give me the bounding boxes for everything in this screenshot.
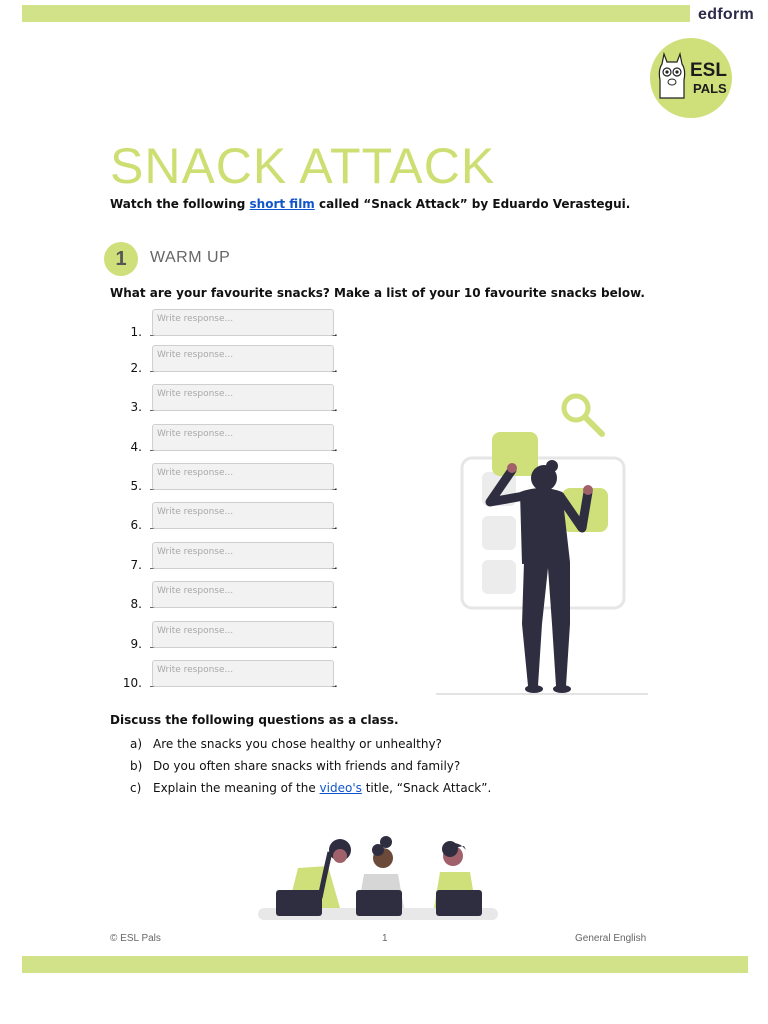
response-row xyxy=(110,309,350,339)
response-row xyxy=(110,660,350,690)
response-period: . xyxy=(334,440,338,454)
response-period: . xyxy=(334,676,338,690)
footer-copyright: © ESL Pals xyxy=(110,933,161,944)
people-with-laptops-illustration xyxy=(228,828,528,928)
response-number: 8. xyxy=(130,597,142,611)
response-number: 10. xyxy=(122,676,142,690)
question-text: Are the snacks you chose healthy or unhealthy? xyxy=(153,737,442,751)
response-row xyxy=(110,384,350,414)
response-input[interactable]: Write response... xyxy=(152,309,334,336)
intro-text xyxy=(110,197,630,211)
response-number: 9. xyxy=(130,637,142,651)
response-period: . xyxy=(334,325,338,339)
footer-course: General English xyxy=(575,933,647,944)
response-row xyxy=(110,502,350,532)
question-label: b) xyxy=(130,759,143,773)
question-label: c) xyxy=(130,781,142,795)
response-input[interactable]: Write response... xyxy=(152,384,334,411)
response-number: 4. xyxy=(130,440,142,454)
logo-pals-text: PALS xyxy=(693,81,727,96)
question-label: a) xyxy=(130,737,143,751)
response-input[interactable]: Write response... xyxy=(152,581,334,608)
videos-link[interactable]: video's xyxy=(319,781,362,795)
question-text-before: Explain the meaning of the xyxy=(153,781,320,795)
response-row xyxy=(110,581,350,611)
section-title: WARM UP xyxy=(150,249,231,266)
question-text-after: title, “Snack Attack”. xyxy=(361,781,492,795)
response-row xyxy=(110,424,350,454)
response-period: . xyxy=(334,518,338,532)
short-film-link[interactable]: short film xyxy=(249,197,315,211)
response-input[interactable]: Write response... xyxy=(152,660,334,687)
response-row xyxy=(110,345,350,375)
response-period: . xyxy=(334,361,338,375)
response-input[interactable]: Write response... xyxy=(152,463,334,490)
edform-brand: edform xyxy=(698,6,755,23)
response-row xyxy=(110,621,350,651)
response-row xyxy=(110,463,350,493)
section-number-badge: 1 xyxy=(104,242,138,276)
esl-pals-logo xyxy=(650,38,732,118)
response-number: 2. xyxy=(130,361,142,375)
logo-esl-text: ESL xyxy=(690,60,727,81)
woman-organizing-illustration xyxy=(432,392,652,697)
response-number: 6. xyxy=(130,518,142,532)
response-input[interactable]: Write response... xyxy=(152,502,334,529)
page-title: SNACK ATTACK xyxy=(110,138,496,194)
top-accent-bar xyxy=(22,5,690,22)
response-number: 7. xyxy=(130,558,142,572)
response-input[interactable]: Write response... xyxy=(152,345,334,372)
intro-before: Watch the following xyxy=(110,197,250,211)
response-number: 3. xyxy=(130,400,142,414)
discussion-question-b xyxy=(130,759,460,773)
discussion-question-a xyxy=(130,737,442,751)
intro-after: called “Snack Attack” by Eduardo Verastegui. xyxy=(314,197,631,211)
response-period: . xyxy=(334,558,338,572)
response-number: 1. xyxy=(130,325,142,339)
response-period: . xyxy=(334,479,338,493)
response-period: . xyxy=(334,637,338,651)
response-input[interactable]: Write response... xyxy=(152,542,334,569)
warmup-question: What are your favourite snacks? Make a list of your 10 favourite snacks below. xyxy=(110,286,645,300)
discuss-heading: Discuss the following questions as a class. xyxy=(110,713,399,727)
question-text: Do you often share snacks with friends and family? xyxy=(153,759,461,773)
discussion-question-c xyxy=(130,781,491,795)
response-number: 5. xyxy=(130,479,142,493)
response-input[interactable]: Write response... xyxy=(152,621,334,648)
llama-icon xyxy=(656,52,688,102)
response-input[interactable]: Write response... xyxy=(152,424,334,451)
footer-page-number: 1 xyxy=(382,933,388,944)
bottom-accent-bar xyxy=(22,956,748,973)
response-period: . xyxy=(334,400,338,414)
response-row xyxy=(110,542,350,572)
response-period: . xyxy=(334,597,338,611)
